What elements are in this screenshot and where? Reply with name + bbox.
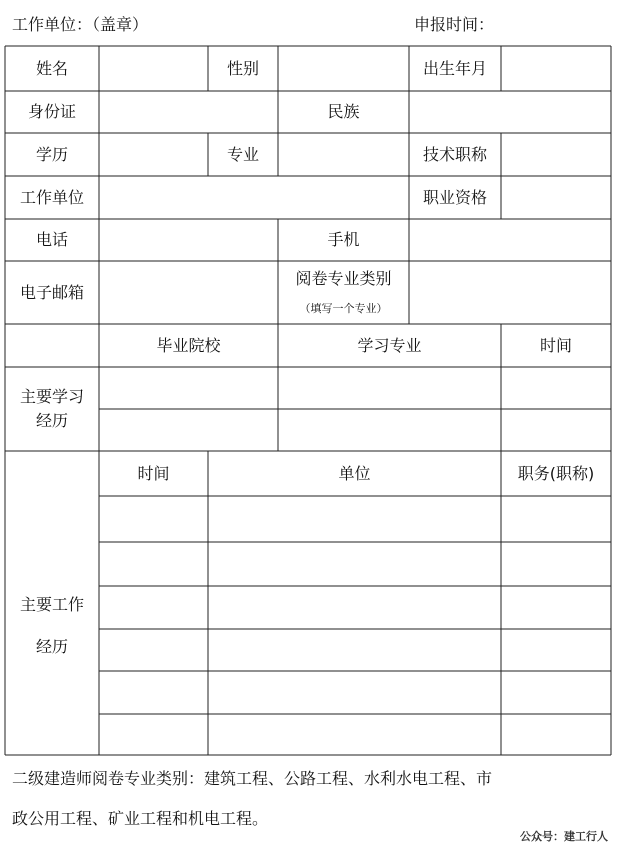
phone-label: 电话 (35, 230, 68, 249)
phone-field[interactable] (99, 219, 278, 261)
name-label: 姓名 (35, 58, 68, 78)
category-note-line1: 二级建造师阅卷专业类别：建筑工程、公路工程、水利水电工程、市 (12, 769, 493, 788)
work-row-6-time[interactable] (99, 714, 208, 755)
email-field[interactable] (99, 261, 278, 324)
study-row-2-school[interactable] (99, 409, 278, 451)
major-field[interactable] (278, 133, 409, 176)
work-row-5-unit[interactable] (208, 671, 501, 714)
major-label: 专业 (226, 144, 259, 164)
gender-label: 性别 (226, 58, 259, 78)
watermark-credit: 公众号：建工行人 (520, 830, 608, 843)
work-unit-label: 工作单位 (19, 187, 84, 207)
study-history-label-line2: 经历 (35, 411, 68, 430)
category-note-line2: 政公用工程、矿业工程和机电工程。 (12, 809, 269, 828)
work-history-label (5, 496, 99, 755)
work-unit-stamp-label: 工作单位：（盖章） (12, 15, 149, 34)
study-row-2-major[interactable] (278, 409, 501, 451)
education-field[interactable] (99, 133, 208, 176)
gender-field[interactable] (278, 46, 409, 91)
mobile-field[interactable] (409, 219, 611, 261)
study-row-1-major[interactable] (278, 367, 501, 409)
study-row-1-school[interactable] (99, 367, 278, 409)
qualification-label: 职业资格 (422, 187, 487, 207)
work-time-header: 时间 (137, 463, 170, 483)
work-unit-field[interactable] (99, 176, 409, 219)
review-category-field[interactable] (409, 261, 611, 324)
work-row-3-position[interactable] (501, 586, 611, 629)
study-major-header: 学习专业 (357, 335, 422, 355)
name-field[interactable] (99, 46, 208, 91)
work-row-6-unit[interactable] (208, 714, 501, 755)
title-field[interactable] (501, 133, 611, 176)
study-row-2-time[interactable] (501, 409, 611, 451)
education-label: 学历 (35, 144, 68, 164)
study-time-header: 时间 (539, 335, 572, 355)
birth-label: 出生年月 (422, 58, 487, 78)
work-row-4-time[interactable] (99, 629, 208, 671)
study-history-label (5, 367, 99, 451)
study-school-header: 毕业院校 (156, 335, 221, 355)
id-card-label: 身份证 (27, 102, 76, 121)
work-row-5-position[interactable] (501, 671, 611, 714)
work-unit-header: 单位 (338, 463, 371, 483)
id-card-field[interactable] (99, 91, 278, 133)
work-history-label-line1: 主要工作 (19, 594, 84, 614)
work-row-3-unit[interactable] (208, 586, 501, 629)
title-label: 技术职称 (422, 144, 487, 164)
work-row-6-position[interactable] (501, 714, 611, 755)
work-row-1-unit[interactable] (208, 496, 501, 542)
qualification-field[interactable] (501, 176, 611, 219)
work-row-2-position[interactable] (501, 542, 611, 586)
apply-time-label: 申报时间： (414, 15, 495, 34)
mobile-label: 手机 (327, 230, 360, 249)
ethnicity-field[interactable] (409, 91, 611, 133)
work-row-4-position[interactable] (501, 629, 611, 671)
birth-field[interactable] (501, 46, 611, 91)
work-history-label-line2: 经历 (35, 636, 68, 656)
work-row-1-position[interactable] (501, 496, 611, 542)
study-row-1-time[interactable] (501, 367, 611, 409)
ethnicity-label: 民族 (327, 102, 360, 121)
email-label: 电子邮箱 (19, 282, 84, 302)
review-category-label: 阅卷专业类别 (295, 269, 392, 288)
work-row-2-time[interactable] (99, 542, 208, 586)
study-history-label-line1: 主要学习 (19, 387, 84, 406)
work-row-3-time[interactable] (99, 586, 208, 629)
work-row-4-unit[interactable] (208, 629, 501, 671)
review-category-note: （填写一个专业） (299, 301, 388, 315)
work-row-5-time[interactable] (99, 671, 208, 714)
work-position-header: 职务(职称) (517, 463, 595, 483)
work-row-1-time[interactable] (99, 496, 208, 542)
work-row-2-unit[interactable] (208, 542, 501, 586)
